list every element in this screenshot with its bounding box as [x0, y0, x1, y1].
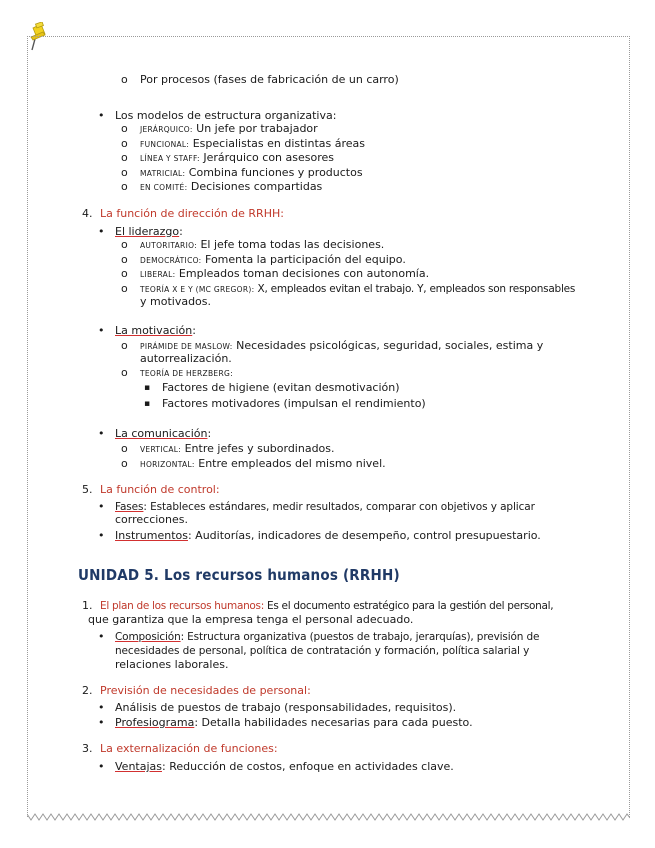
- underlined-term: La comunicación: [115, 427, 208, 440]
- bullet-dot: •: [98, 529, 105, 542]
- text-line: [115, 225, 183, 239]
- bullet-dot: •: [98, 716, 105, 729]
- page-bottom-edge: [27, 812, 630, 824]
- section-title: La función de control:: [100, 483, 220, 496]
- bullet-dot: •: [98, 225, 105, 238]
- text-line: y motivados.: [140, 295, 212, 308]
- text-line: que garantiza que la empresa tenga el personal adecuado.: [88, 613, 414, 626]
- list-number: 3.: [82, 742, 93, 755]
- text-line: [140, 253, 406, 268]
- definition: X, empleados evitan el trabajo. Y, empleados son responsables: [254, 283, 576, 295]
- bullet-circle: o: [121, 73, 128, 86]
- text-line: [140, 151, 334, 166]
- definition: Empleados toman decisiones con autonomía.: [175, 267, 430, 280]
- text-line: [115, 427, 211, 441]
- colon: :: [192, 324, 196, 337]
- text-line: [115, 324, 196, 338]
- section-title: El plan de los recursos humanos:: [100, 600, 264, 612]
- underlined-term: Composición: [115, 631, 181, 643]
- text-line: [140, 238, 384, 253]
- term: LIBERAL:: [140, 270, 176, 279]
- bullet-circle: o: [121, 180, 128, 193]
- definition: El jefe toma todas las decisiones.: [196, 238, 385, 251]
- definition: : Estableces estándares, medir resultados, comparar con objetivos y aplicar: [143, 501, 535, 513]
- list-number: 5.: [82, 483, 93, 496]
- definition: : Detalla habilidades necesarias para cada puesto.: [194, 716, 473, 729]
- definition: Es el documento estratégico para la gestión del personal,: [263, 600, 554, 612]
- bullet-dot: •: [98, 760, 105, 773]
- bullet-circle: o: [121, 366, 128, 379]
- text-line: Los modelos de estructura organizativa:: [115, 109, 337, 122]
- definition: : Reducción de costos, enfoque en actividades clave.: [162, 760, 454, 773]
- text-line: Análisis de puestos de trabajo (responsabilidades, requisitos).: [115, 701, 457, 714]
- term: PIRÁMIDE DE MASLOW:: [140, 342, 233, 351]
- text-line: [140, 457, 386, 472]
- bullet-dot: •: [98, 500, 105, 513]
- text-line: [115, 500, 535, 514]
- term: JERÁRQUICO:: [140, 125, 193, 134]
- term: LÍNEA Y STAFF:: [140, 154, 200, 163]
- text-line: [115, 630, 539, 644]
- underlined-term: Instrumentos: [115, 529, 188, 542]
- text-line: Por procesos (fases de fabricación de un carro): [140, 73, 399, 86]
- definition: Decisiones compartidas: [187, 180, 323, 193]
- definition: Jerárquico con asesores: [199, 151, 335, 164]
- text-line: Factores motivadores (impulsan el rendimiento): [162, 397, 426, 410]
- definition: Fomenta la participación del equipo.: [201, 253, 406, 266]
- list-number: 4.: [82, 207, 93, 220]
- underlined-term: El liderazgo: [115, 225, 180, 238]
- definition: Entre jefes y subordinados.: [181, 442, 335, 455]
- section-title: Previsión de necesidades de personal:: [100, 684, 311, 697]
- text-line: [115, 529, 541, 543]
- text-line: [140, 122, 318, 137]
- text-line: correcciones.: [115, 513, 189, 526]
- bullet-circle: o: [121, 137, 128, 150]
- bullet-square: ▪: [144, 383, 151, 393]
- text-line: [140, 137, 365, 152]
- term: FUNCIONAL:: [140, 140, 190, 149]
- text-line: [140, 166, 363, 181]
- text-line: autorrealización.: [140, 352, 232, 365]
- term: DEMOCRÁTICO:: [140, 256, 202, 265]
- bullet-dot: •: [98, 427, 105, 440]
- bullet-circle: o: [121, 151, 128, 164]
- bullet-dot: •: [98, 701, 105, 714]
- underlined-term: Ventajas: [115, 760, 162, 773]
- text-line: relaciones laborales.: [115, 658, 229, 671]
- definition: : Estructura organizativa (puestos de trabajo, jerarquías), previsión de: [180, 631, 540, 643]
- term: TEORÍA X E Y (MC GREGOR):: [140, 285, 255, 294]
- section-title: La externalización de funciones:: [100, 742, 278, 755]
- bullet-circle: o: [121, 253, 128, 266]
- section-title: La función de dirección de RRHH:: [100, 207, 284, 220]
- bullet-circle: o: [121, 122, 128, 135]
- list-number: 2.: [82, 684, 93, 697]
- bullet-circle: o: [121, 339, 128, 352]
- term: MATRICIAL:: [140, 169, 186, 178]
- definition: Necesidades psicológicas, seguridad, sociales, estima y: [232, 339, 544, 352]
- definition: Especialistas en distintas áreas: [189, 137, 366, 150]
- text-line: [140, 442, 335, 457]
- definition: Un jefe por trabajador: [192, 122, 318, 135]
- text-line: [115, 716, 473, 730]
- term: VERTICAL:: [140, 445, 182, 454]
- bullet-dot: •: [98, 630, 105, 643]
- unit-heading: UNIDAD 5. Los recursos humanos (RRHH): [78, 566, 400, 584]
- bullet-dot: •: [98, 324, 105, 337]
- colon: :: [207, 427, 212, 440]
- text-line: [140, 267, 429, 282]
- bullet-circle: o: [121, 457, 128, 470]
- colon: :: [179, 225, 183, 238]
- bullet-circle: o: [121, 267, 128, 280]
- text-line: [140, 366, 233, 381]
- underlined-term: Fases: [115, 501, 144, 513]
- list-number: 1.: [82, 599, 93, 612]
- definition: Combina funciones y productos: [185, 166, 363, 179]
- bullet-circle: o: [121, 166, 128, 179]
- bullet-square: ▪: [144, 399, 151, 409]
- definition: : Auditorías, indicadores de desempeño, control presupuestario.: [187, 529, 541, 542]
- term: EN COMITÉ:: [140, 183, 188, 192]
- definition: Entre empleados del mismo nivel.: [194, 457, 386, 470]
- term: AUTORITARIO:: [140, 241, 197, 250]
- bullet-circle: o: [121, 282, 128, 295]
- text-line: [100, 599, 553, 613]
- text-line: necesidades de personal, política de contratación y formación, política salarial y: [115, 645, 530, 657]
- underlined-term: La motivación: [115, 324, 193, 337]
- term: HORIZONTAL:: [140, 460, 195, 469]
- bullet-dot: •: [98, 109, 105, 122]
- bullet-circle: o: [121, 442, 128, 455]
- term: TEORÍA DE HERZBERG:: [140, 369, 233, 378]
- underlined-term: Profesiograma: [115, 716, 195, 729]
- text-line: [140, 180, 322, 195]
- bullet-circle: o: [121, 238, 128, 251]
- text-line: [115, 760, 454, 774]
- text-line: Factores de higiene (evitan desmotivación): [162, 381, 400, 394]
